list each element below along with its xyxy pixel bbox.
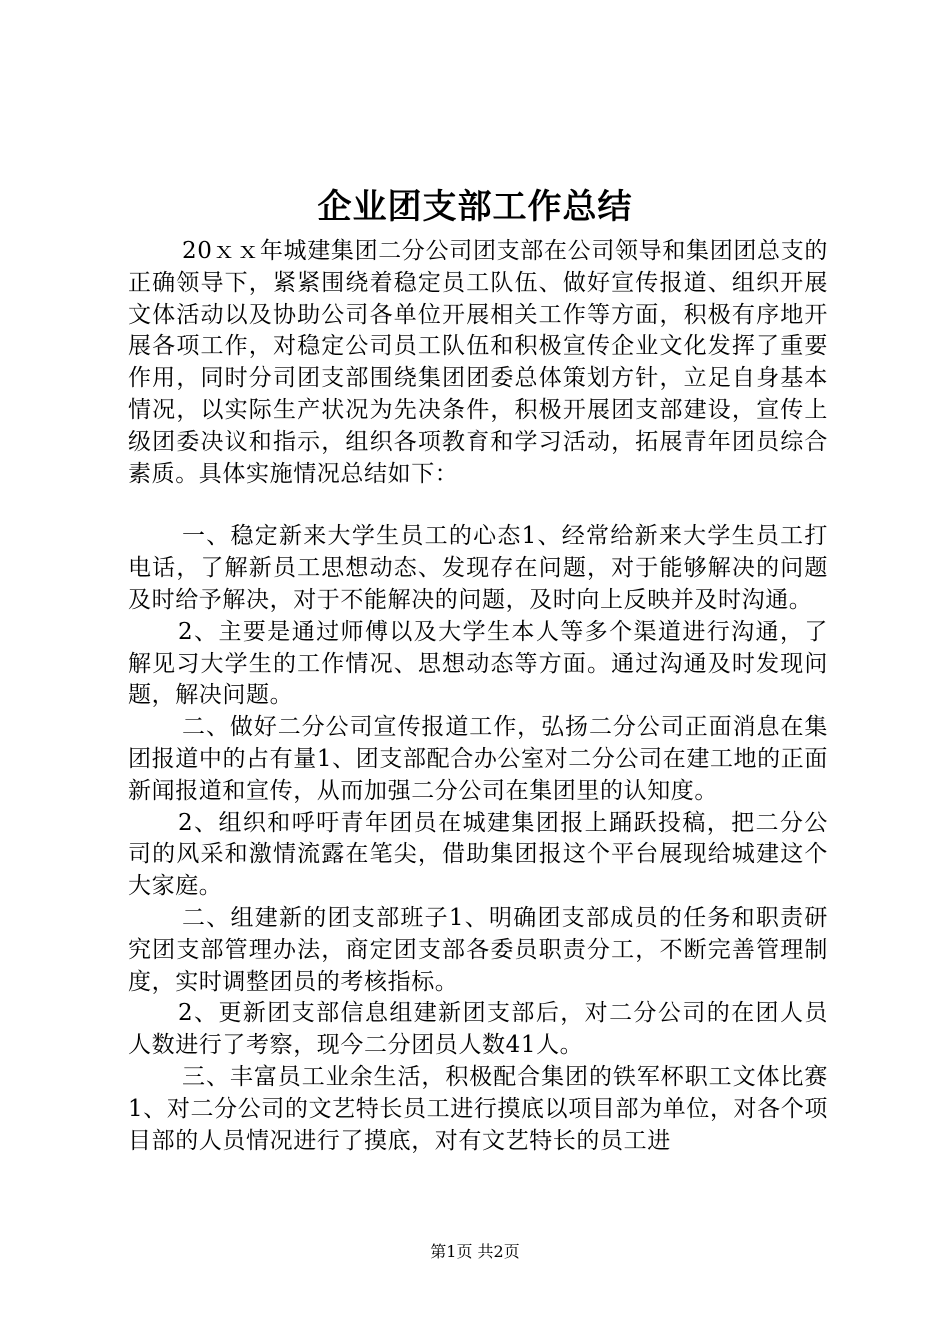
section-team-paragraph: 二、组建新的团支部班子1、明确团支部成员的任务和职责研究团支部管理办法，商定团支部各委员职责分工，不断完善管理制度，实时调整团员的考核指标。 [128,904,828,995]
section-two-item-two: 2、组织和呼吁青年团员在城建集团报上踊跃投稿，把二分公司的风采和激情流露在笔尖，借助集团报这个平台展现给城建这个大家庭。 [128,809,828,900]
section-two-paragraph: 二、做好二分公司宣传报道工作，弘扬二分公司正面消息在集团报道中的占有量1、团支部配合办公室对二分公司在建工地的正面新闻报道和宣传，从而加强二分公司在集团里的认知度。 [128,714,828,804]
section-one-paragraph: 一、稳定新来大学生员工的心态1、经常给新来大学生员工打电话，了解新员工思想动态、发现存在问题，对于能够解决的问题及时给予解决，对于不能解决的问题，及时向上反映并及时沟通。 [128,523,828,613]
section-team-item-two: 2、更新团支部信息组建新团支部后，对二分公司的在团人员人数进行了考察，现今二分团员人数41人。 [128,1000,828,1059]
document-body [128,236,828,1157]
section-one-item-two: 2、主要是通过师傅以及大学生本人等多个渠道进行沟通，了解见习大学生的工作情况、思想动态等方面。通过沟通及时发现问题，解决问题。 [128,618,828,709]
document-title: 企业团支部工作总结 [317,187,633,227]
page-footer: 第1页 共2页 [430,1242,520,1261]
section-three-paragraph: 三、丰富员工业余生活，积极配合集团的铁军杯职工文体比赛1、对二分公司的文艺特长员工进行摸底以项目部为单位，对各个项目部的人员情况进行了摸底，对有文艺特长的员工进 [128,1063,828,1154]
intro-paragraph: 20ｘｘ年城建集团二分公司团支部在公司领导和集团团总支的正确领导下，紧紧围绕着稳定员工队伍、做好宣传报道、组织开展文体活动以及协助公司各单位开展相关工作等方面，积极有序地开展各项工作，对稳定公司员工队伍和积极宣传企业文化发挥了重要作用，同时分司团支部围绕集团团委总体策划方针，立足自身基本情况，以实际生产状况为先决条件，积极开展团支部建设，宣传上级团委决议和指示，组织各项教育和学习活动，拓展青年团员综合素质。具体实施情况总结如下： [128,238,828,487]
